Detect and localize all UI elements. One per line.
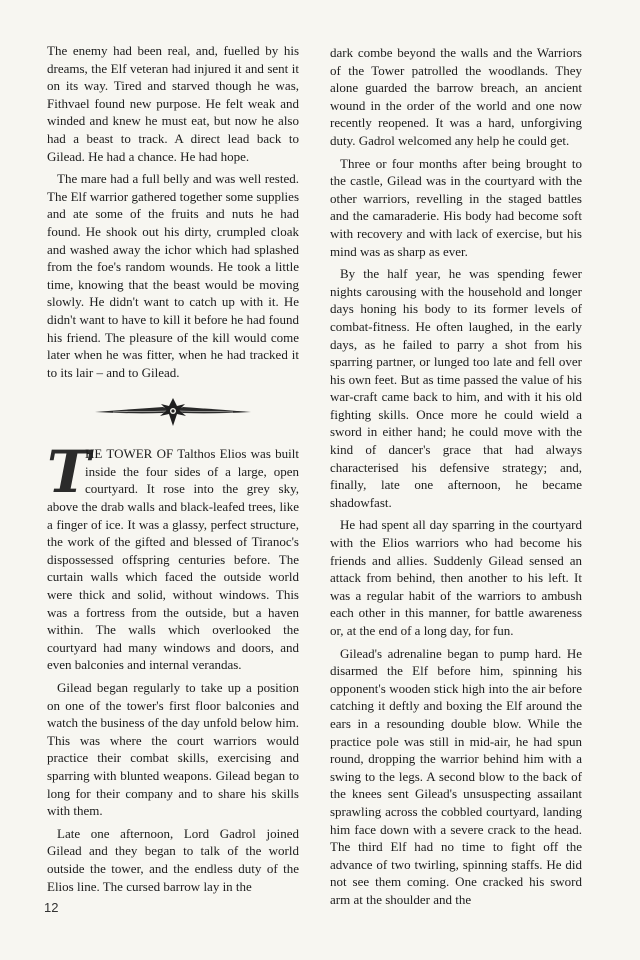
paragraph: Gilead began regularly to take up a position on one of the tower's first floor balconies and watch the business of the day unfold below him. This was where the court warriors would practice their combat skills, exercising and sparring with blunted weapons. Gilead began to long for their company and to share his skills with them. — [47, 680, 299, 819]
paragraph: The enemy had been real, and, fuelled by his dreams, the Elf veteran had injured it and sent it on its way. Tired and starved though he was, Fithvael found new purpose. He felt weak and winded and knew he must eat, but now he also had a beast to track. A direct lead back to Gilead. He had a chance. He had hope. — [47, 43, 299, 164]
paragraph: Gilead's adrenaline began to pump hard. He disarmed the Elf before him, spinning his opponent's wooden stick high into the air before catching it deftly and boxing the Elf around the ears in a resounding double blow. While the practice pole was still in mid-air, he had spun round, dropping the warrior behind him with a swing to the legs. A second blow to the back of the knees sent Gilead's unsuspecting assailant sprawling across the cobbled courtyard, landing him face down with a severe crack to the head. The third Elf had no time to fight off the advance of two twirling, spinning staffs. He did not see them coming. One cracked his sword arm at the shoulder and the — [330, 645, 582, 907]
drop-cap: T — [47, 438, 91, 507]
section-divider-ornament — [47, 395, 299, 429]
paragraph-text: HE TOWER OF Talthos Elios was built inside the four sides of a large, open courtyard. It rose into the grey sky, above the drab walls and black-leafed trees, like a finger of ice. It was a glassy, perfect structure, the work of the gifted and blessed of Tiranoc's dispossessed offspring centuries before. The curtain walls which faced the outside world were thick and solid, without windows. This was a fortress from the outside, but a haven within. The walls which overlooked the courtyard had many windows and doors, and even balconies and internal verandas. — [47, 446, 299, 673]
paragraph: dark combe beyond the walls and the Warriors of the Tower patrolled the woodlands. They alone guarded the barrow breach, an ancient wound in the order of the world and one now recently reopened. It was a hard, unforgiving duty. Gadrol welcomed any help he could get. — [330, 45, 582, 148]
paragraph: Three or four months after being brought to the castle, Gilead was in the courtyard with the other warriors, revelling in the staged battles and the camaraderie. His body had become soft with recovery and with lack of exercise, but his mind was as sharp as ever. — [330, 155, 582, 259]
paragraph: The mare had a full belly and was well rested. The Elf warrior gathered together some supplies and ate some of the fruits and nuts he had found. He shook out his dirty, crumpled cloak and washed away the ichor which had splashed from the foe's random wounds. He took a little time, knowing that the beast would be moving slowly. He didn't want to catch up with it. He didn't want to have to kill it before he had found his friend. The pleasure of the kill would come later when he was fitter, when he had tracked it to its lair – and to Gilead. — [47, 171, 299, 380]
winged-ornament-icon — [93, 395, 253, 429]
chapter-opening-paragraph — [47, 438, 299, 674]
page-number: 12 — [44, 900, 59, 915]
paragraph: He had spent all day sparring in the courtyard with the Elios warriors who had become his friends and allies. Suddenly Gilead sensed an attack from behind, then another to his left. It was a regular habit of the warriors to ambush each other in this manner, for battle awareness or, at the end of a long day, for fun. — [330, 517, 582, 638]
paragraph: By the half year, he was spending fewer nights carousing with the household and longer days honing his body to its former levels of combat-fitness. He often laughed, in the early days, as he failed to parry a shot from his sparring partner, or lunged too late and fell over his own feet. But as time passed the value of his war-craft came back to him, and with it his old fighting skills. Once more he could wield a sword in either hand; he could move with the kind of dancer's grace that had always characterised his defensive strategy; and, finally, late one afternoon, he became shadowfast. — [330, 266, 582, 510]
left-column — [47, 42, 299, 900]
right-column — [330, 44, 582, 914]
paragraph: Late one afternoon, Lord Gadrol joined Gilead and they began to talk of the world outside the tower, and the endless duty of the Elios line. The cursed barrow lay in the — [47, 825, 299, 894]
